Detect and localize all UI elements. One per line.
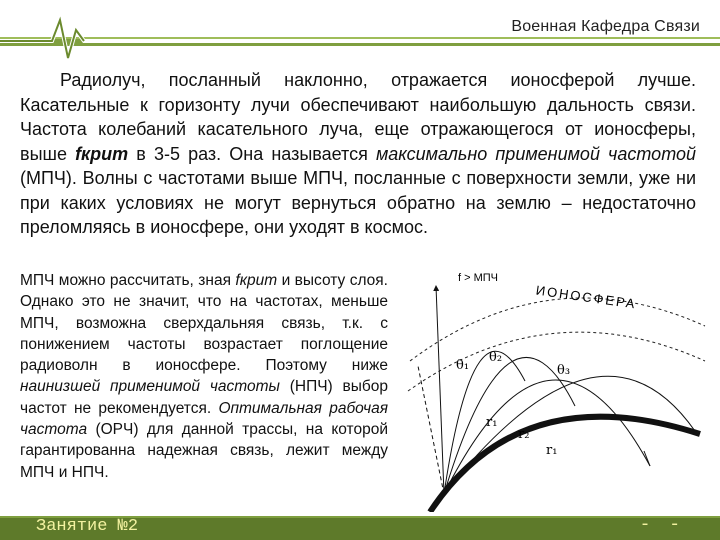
ray-4: [444, 376, 695, 494]
side-text-part: МПЧ можно рассчитать, зная: [20, 272, 236, 289]
side-text-part: и высоту слоя. Однако это не значит, что на частотах, меньше МПЧ, возможна сверхдальняя связь, т.к. с понижением частоты возрастает поглощение радиоволн в ионосфере. Поэтому ниже: [20, 272, 388, 375]
orch-term: Оптимальная рабочая частота: [20, 399, 389, 439]
mpch-term: максимально применимой частотой: [375, 143, 697, 164]
lesson-label: Занятие №2: [36, 517, 139, 536]
f-mpch-label: f > МПЧ: [458, 272, 498, 284]
ionosphere-diagram: [400, 266, 710, 512]
main-text-part: Радиолуч, посланный наклонно, отражается ионосферой лучше. Касательные к горизонту лучи обеспечивают наибольшую дальность связи. Частота колебаний касательного луча, еще отражающегося от ионосферы, выше: [20, 70, 696, 164]
header-title: Военная Кафедра Связи: [511, 18, 700, 35]
ionosphere-outer-arc: [410, 298, 705, 361]
fcrit-term: fкрит: [75, 143, 129, 164]
side-paragraph: [20, 270, 388, 483]
footer-dash: - -: [639, 515, 684, 535]
theta2-label: θ₂: [489, 350, 503, 365]
r1-label: r₁: [486, 415, 498, 430]
npch-term: наинизшей применимой частоты: [20, 378, 280, 396]
slide-header: [0, 0, 720, 60]
main-paragraph: [20, 68, 696, 240]
side-text-part: (ОРЧ) для данной трассы, на которой гарантированна надежная связь, лежит между МПЧ и НПЧ.: [20, 421, 388, 481]
earth-surface-arc: [430, 417, 700, 512]
ionosphere-inner-arc: [408, 332, 705, 391]
r1b-label: r₁: [546, 443, 558, 458]
ionosphere-label: ИОНОСФЕРА: [534, 282, 638, 312]
fcrit-term: fкрит: [235, 272, 278, 289]
r2-label: r₂: [518, 427, 530, 442]
ray-3: [444, 380, 650, 494]
side-text-part: (НПЧ) выбор частот не рекомендуется.: [20, 378, 388, 417]
main-text-part: в 3-5 раз. Она называется: [128, 143, 376, 164]
main-text-part: (МПЧ). Волны с частотами выше МПЧ, посланные с поверхности земли, уже ни при каких условиях не могут вернуться обратно на землю – недостаточно преломляясь в ионосфере, они уходят в космос.: [20, 168, 696, 237]
theta3-label: θ₃: [557, 363, 571, 378]
theta1-label: θ₁: [456, 358, 470, 373]
